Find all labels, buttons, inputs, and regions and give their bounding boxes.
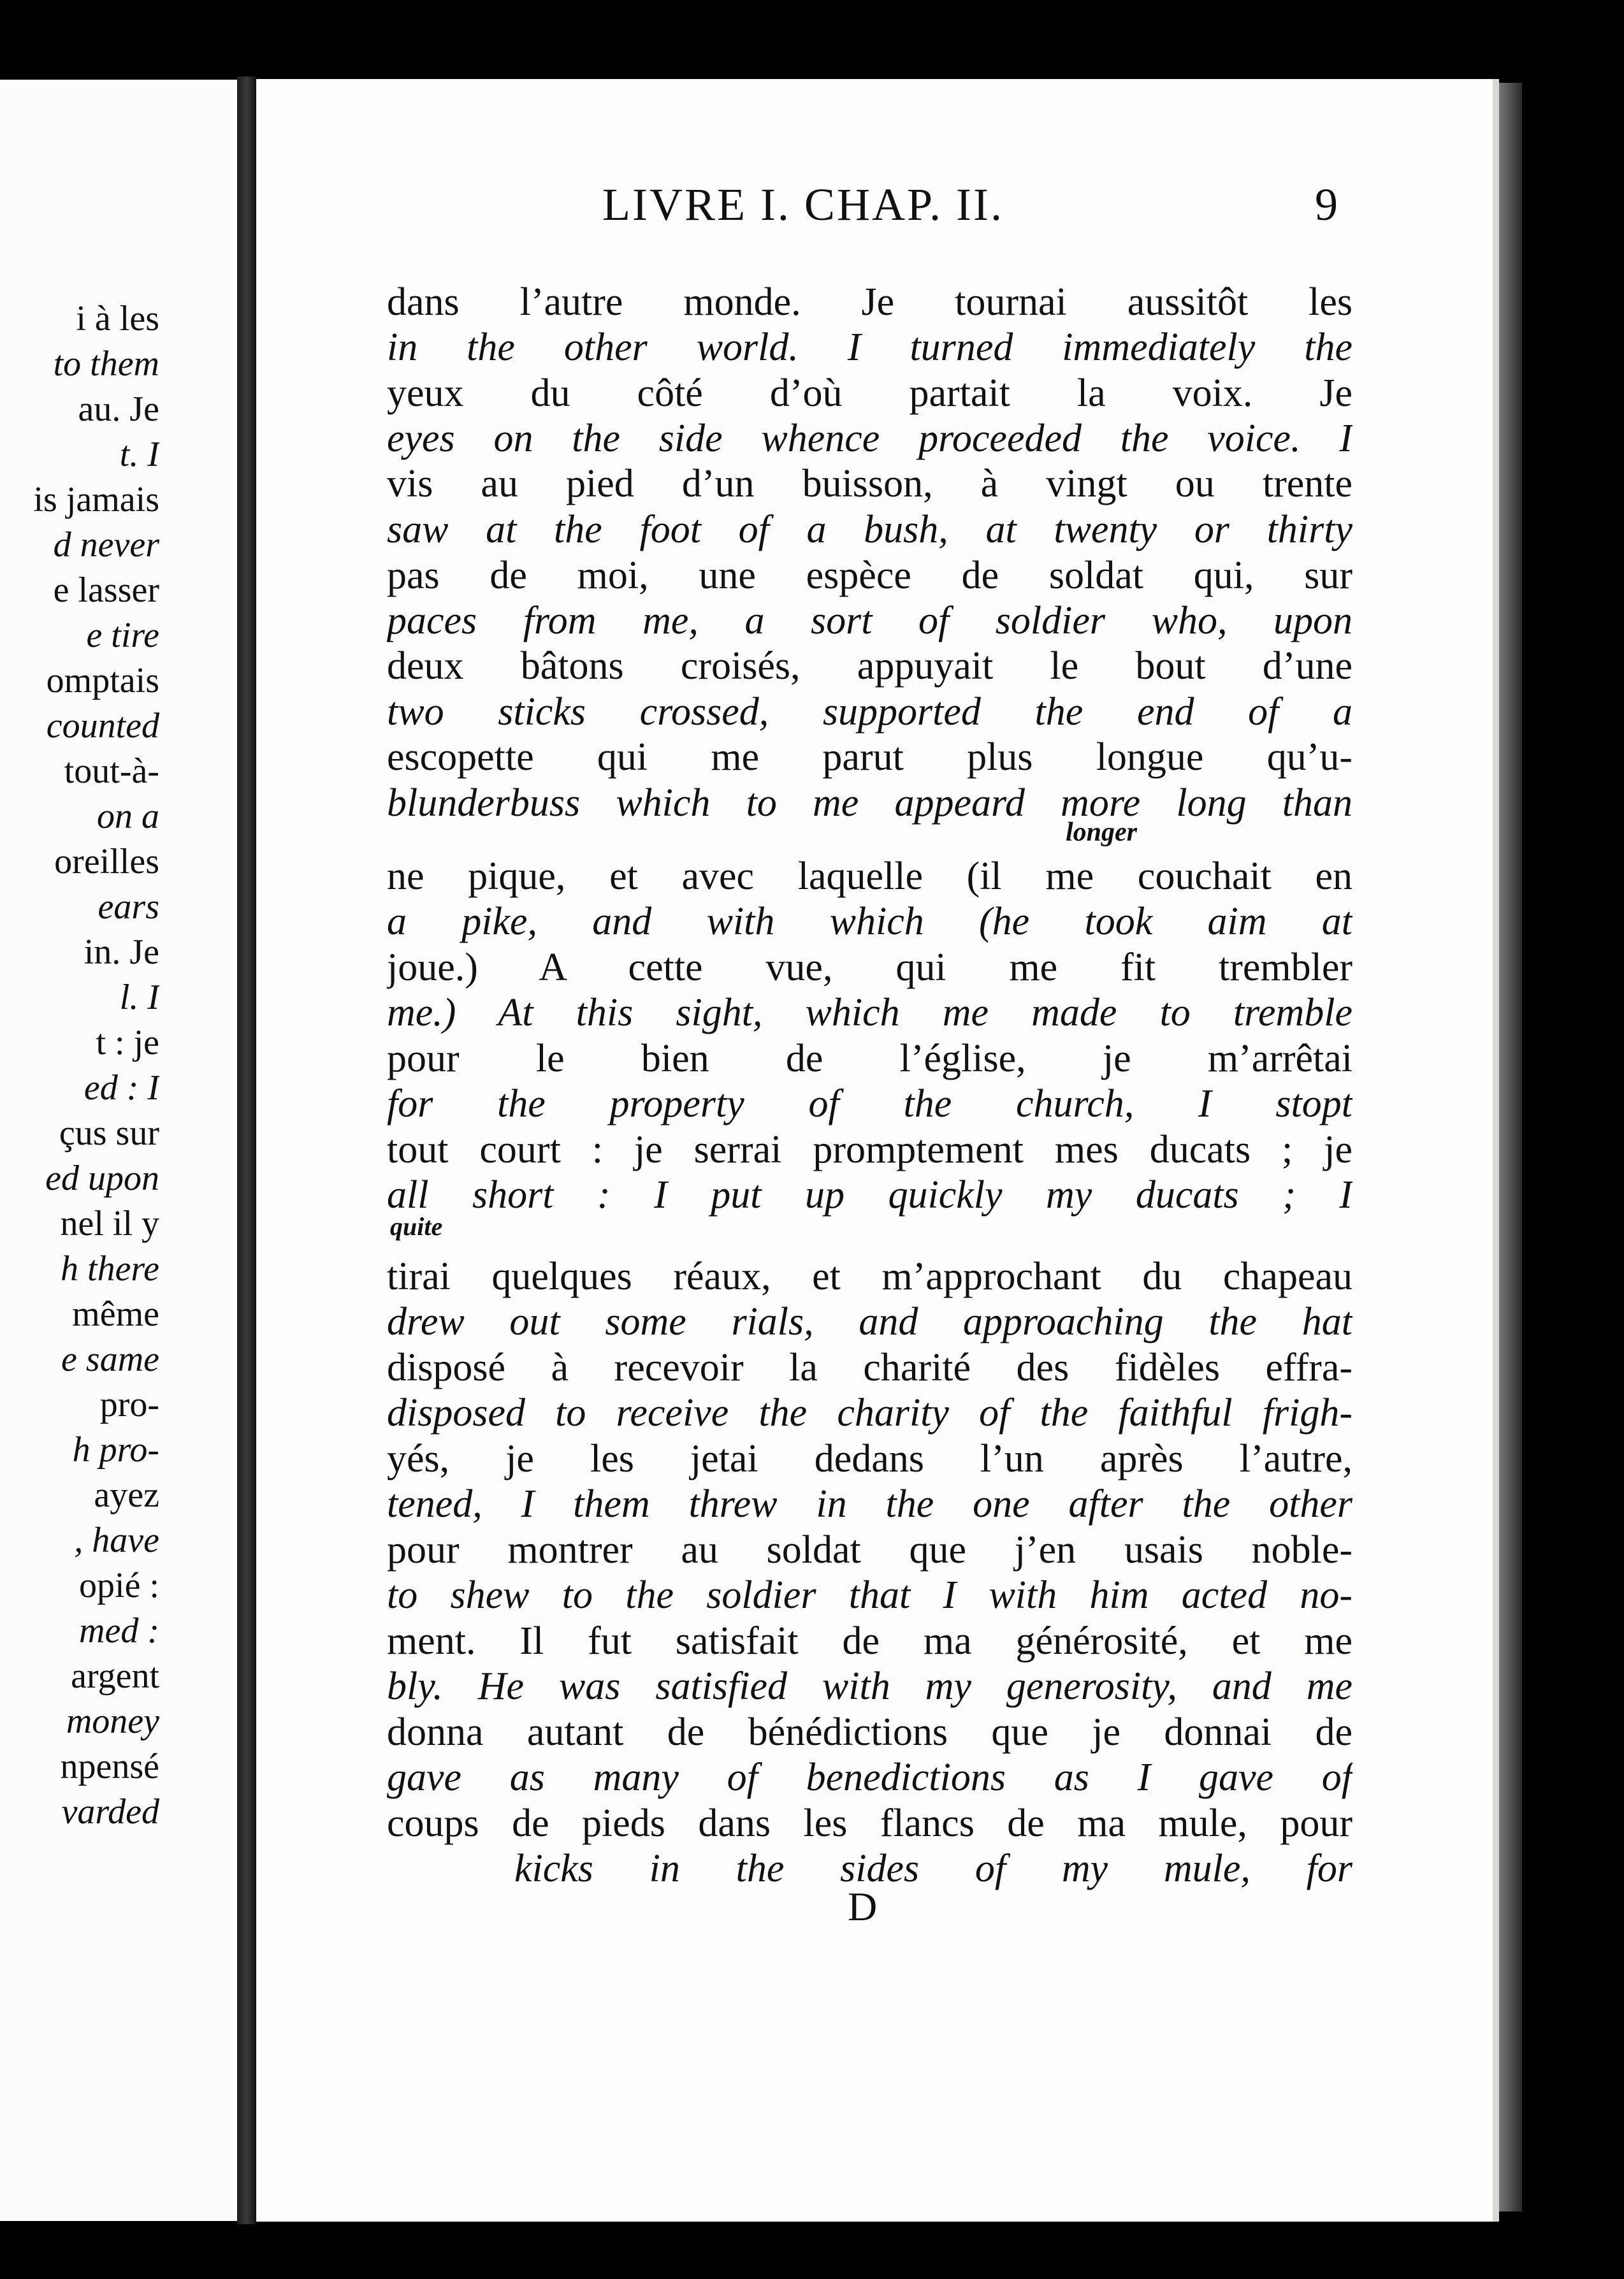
- previous-page-line: omptais: [46, 661, 159, 700]
- previous-page-line: nel il y: [60, 1204, 159, 1243]
- french-text-line: donna autant de bénédictions que je donnai de: [387, 1711, 1352, 1754]
- french-text-line: escopette qui me parut plus longue qu’u-: [387, 735, 1352, 779]
- english-gloss-line: eyes on the side whence proceeded the voice. I: [387, 417, 1352, 460]
- english-gloss-line: paces from me, a sort of soldier who, upon: [387, 599, 1352, 642]
- gloss-quite: quite: [390, 1212, 443, 1241]
- english-gloss-line: tened, I them threw in the one after the other: [387, 1482, 1352, 1526]
- previous-page-line: ears: [98, 887, 159, 927]
- english-gloss-line: drew out some rials, and approaching the hat: [387, 1300, 1352, 1343]
- previous-page-line: , have: [74, 1521, 159, 1560]
- previous-page-line: in. Je: [83, 932, 159, 972]
- french-text-line: pour le bien de l’église, je m’arrêtai: [387, 1037, 1352, 1080]
- previous-page-line: çus sur: [59, 1113, 159, 1153]
- french-text-line: ment. Il fut satisfait de ma générosité, et me: [387, 1619, 1352, 1663]
- french-text-line: deux bâtons croisés, appuyait le bout d’une: [387, 644, 1352, 688]
- previous-page-line: d never: [53, 525, 159, 565]
- french-text-line: coups de pieds dans les flancs de ma mule, pour: [387, 1802, 1352, 1845]
- gloss-longer: longer: [1066, 818, 1138, 847]
- english-gloss-line: kicks in the sides of my mule, for: [514, 1847, 1352, 1890]
- english-gloss-line: bly. He was satisfied with my generosity, and me: [387, 1665, 1352, 1708]
- previous-page-line: ed upon: [45, 1159, 159, 1198]
- page-edge: [1499, 83, 1522, 2211]
- english-gloss-line: saw at the foot of a bush, at twenty or thirty: [387, 508, 1352, 551]
- previous-page-line: med :: [79, 1611, 159, 1651]
- french-text-line: joue.) A cette vue, qui me fit trembler: [387, 946, 1352, 989]
- previous-page-line: même: [72, 1294, 159, 1334]
- previous-page-line: ayez: [94, 1475, 159, 1515]
- previous-page-fragment: [0, 80, 237, 2221]
- previous-page-line: varded: [61, 1792, 159, 1832]
- previous-page-line: l. I: [119, 978, 159, 1017]
- french-text-line: pour montrer au soldat que j’en usais noble-: [387, 1528, 1352, 1572]
- previous-page-line: opié :: [79, 1566, 159, 1605]
- english-gloss-line: blunderbuss which to me appeard more long than: [387, 781, 1352, 825]
- previous-page-line: e tire: [86, 616, 159, 655]
- previous-page-line: oreilles: [54, 842, 159, 881]
- previous-page-line: counted: [46, 706, 159, 746]
- previous-page-line: on a: [97, 797, 159, 836]
- previous-page-line: pro-: [99, 1385, 159, 1424]
- english-gloss-line: in the other world. I turned immediately the: [387, 326, 1352, 369]
- english-gloss-line: two sticks crossed, supported the end of a: [387, 690, 1352, 734]
- french-text-line: tirai quelques réaux, et m’approchant du chapeau: [387, 1255, 1352, 1298]
- english-gloss-line: to shew to the soldier that I with him acted no-: [387, 1574, 1352, 1617]
- english-gloss-line: for the property of the church, I stopt: [387, 1082, 1352, 1125]
- page-number: 9: [1315, 179, 1338, 230]
- running-header: LIVRE I. CHAP. II.: [602, 179, 1004, 230]
- english-gloss-line: all short : I put up quickly my ducats ; I: [387, 1173, 1352, 1217]
- french-text-line: pas de moi, une espèce de soldat qui, sur: [387, 554, 1352, 597]
- previous-page-line: h there: [61, 1249, 159, 1289]
- french-text-line: yeux du côté d’où partait la voix. Je: [387, 372, 1352, 415]
- english-gloss-line: a pike, and with which (he took aim at: [387, 900, 1352, 943]
- previous-page-line: h pro-: [72, 1430, 159, 1470]
- previous-page-line: argent: [71, 1656, 159, 1696]
- french-text-line: tout court : je serrai promptement mes ducats ; je: [387, 1128, 1352, 1171]
- french-text-line: dans l’autre monde. Je tournai aussitôt les: [387, 280, 1352, 324]
- previous-page-line: e same: [61, 1340, 159, 1379]
- english-gloss-line: gave as many of benedictions as I gave of: [387, 1756, 1352, 1799]
- english-gloss-line: disposed to receive the charity of the faithful frigh-: [387, 1391, 1352, 1435]
- signature-mark: D: [848, 1884, 878, 1929]
- previous-page-line: money: [66, 1702, 159, 1741]
- previous-page-line: i à les: [76, 299, 159, 338]
- french-text-line: vis au pied d’un buisson, à vingt ou trente: [387, 462, 1352, 505]
- previous-page-line: e lasser: [53, 570, 159, 610]
- previous-page-line: au. Je: [78, 389, 159, 429]
- previous-page-line: to them: [53, 344, 159, 384]
- previous-page-line: npensé: [60, 1747, 159, 1786]
- previous-page-line: tout-à-: [64, 751, 159, 791]
- book-gutter: [237, 76, 256, 2224]
- french-text-line: disposé à recevoir la charité des fidèles effra-: [387, 1346, 1352, 1389]
- french-text-line: ne pique, et avec laquelle (il me couchait en: [387, 855, 1352, 898]
- previous-page-line: t : je: [96, 1023, 159, 1062]
- english-gloss-line: me.) At this sight, which me made to tremble: [387, 991, 1352, 1034]
- french-text-line: yés, je les jetai dedans l’un après l’autre,: [387, 1437, 1352, 1480]
- previous-page-line: ed : I: [83, 1068, 159, 1108]
- previous-page-line: t. I: [119, 435, 159, 474]
- previous-page-line: is jamais: [33, 480, 159, 519]
